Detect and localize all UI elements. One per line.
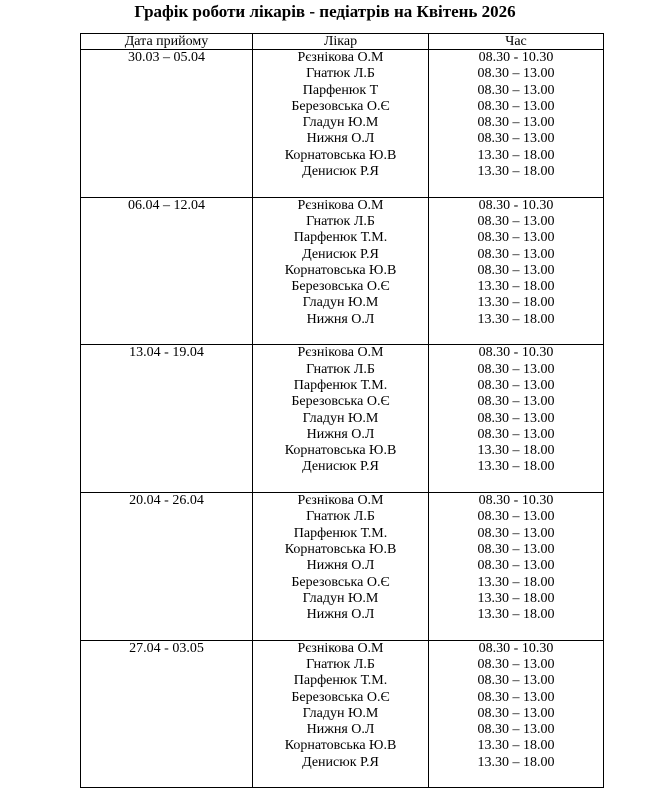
shift-time: 08.30 – 13.00 — [477, 410, 555, 426]
schedule-table — [80, 33, 604, 788]
week-row — [81, 640, 604, 788]
shift-time: 13.30 – 18.00 — [477, 443, 555, 459]
shift-time: 13.30 – 18.00 — [477, 295, 555, 311]
shift-time: 13.30 – 18.00 — [477, 574, 555, 590]
shift-time: 08.30 – 13.00 — [477, 394, 555, 410]
doctor-name: Нижня О.Л — [306, 131, 375, 147]
doctor-name: Гладун Ю.М — [302, 410, 379, 426]
doctor-name: Парфенюк Т.М. — [293, 377, 388, 393]
doctor-name: Рєзнікова О.М — [297, 345, 384, 361]
shift-time: 13.30 – 18.00 — [477, 311, 555, 327]
shift-time: 08.30 – 13.00 — [477, 377, 555, 393]
doctor-list — [253, 345, 429, 493]
doctor-name: Корнатовська Ю.В — [284, 443, 397, 459]
doctor-name: Нижня О.Л — [306, 426, 375, 442]
doctor-name: Гнатюк Л.Б — [306, 66, 375, 82]
shift-time: 13.30 – 18.00 — [477, 164, 555, 180]
time-list — [429, 50, 604, 198]
shift-time: 08.30 – 13.00 — [477, 426, 555, 442]
shift-time: 08.30 – 13.00 — [477, 673, 555, 689]
week-date-range: 06.04 – 12.04 — [81, 197, 253, 345]
doctor-name: Парфенюк Т — [302, 82, 379, 98]
doctor-name: Гнатюк Л.Б — [306, 213, 375, 229]
shift-time: 13.30 – 18.00 — [477, 279, 555, 295]
shift-time: 13.30 – 18.00 — [477, 590, 555, 606]
doctor-list — [253, 640, 429, 788]
doctor-name: Гладун Ю.М — [302, 705, 379, 721]
doctor-list — [253, 50, 429, 198]
doctor-name: Денисюк Р.Я — [302, 246, 379, 262]
doctor-name: Денисюк Р.Я — [302, 459, 379, 475]
shift-time: 08.30 – 13.00 — [477, 525, 555, 541]
doctor-name: Гладун Ю.М — [302, 295, 379, 311]
time-list — [429, 197, 604, 345]
doctor-name: Парфенюк Т.М. — [293, 525, 388, 541]
shift-time: 08.30 – 13.00 — [477, 115, 555, 131]
week-date-range: 27.04 - 03.05 — [81, 640, 253, 788]
shift-time: 13.30 – 18.00 — [477, 754, 555, 770]
shift-time: 08.30 – 13.00 — [477, 98, 555, 114]
doctor-name: Нижня О.Л — [306, 722, 375, 738]
doctor-name: Нижня О.Л — [306, 607, 375, 623]
doctor-name: Березовська О.Є — [291, 98, 390, 114]
shift-time: 08.30 – 13.00 — [477, 558, 555, 574]
shift-time: 08.30 – 13.00 — [477, 262, 555, 278]
doctor-name: Рєзнікова О.М — [297, 197, 384, 213]
doctor-name: Березовська О.Є — [291, 394, 390, 410]
doctor-list — [253, 493, 429, 641]
column-header-date: Дата прийому — [81, 34, 253, 50]
doctor-name: Гнатюк Л.Б — [306, 656, 375, 672]
shift-time: 08.30 – 13.00 — [477, 213, 555, 229]
page-title: Графік роботи лікарів - педіатрів на Квітень 2026 — [134, 2, 516, 21]
doctor-list — [253, 197, 429, 345]
table-header-row — [81, 34, 604, 50]
doctor-name: Березовська О.Є — [291, 279, 390, 295]
shift-time: 08.30 - 10.30 — [478, 493, 554, 509]
doctor-name: Нижня О.Л — [306, 311, 375, 327]
shift-time: 08.30 – 13.00 — [477, 689, 555, 705]
doctor-name: Гнатюк Л.Б — [306, 509, 375, 525]
time-list — [429, 640, 604, 788]
column-header-time: Час — [429, 34, 604, 50]
column-header-doctor: Лікар — [253, 34, 429, 50]
doctor-name: Березовська О.Є — [291, 574, 390, 590]
shift-time: 08.30 – 13.00 — [477, 82, 555, 98]
shift-time: 08.30 – 13.00 — [477, 246, 555, 262]
shift-time: 08.30 – 13.00 — [477, 131, 555, 147]
shift-time: 08.30 – 13.00 — [477, 656, 555, 672]
doctor-name: Корнатовська Ю.В — [284, 541, 397, 557]
doctor-name: Березовська О.Є — [291, 689, 390, 705]
doctor-name: Гладун Ю.М — [302, 115, 379, 131]
shift-time: 08.30 - 10.30 — [478, 345, 554, 361]
doctor-name: Нижня О.Л — [306, 558, 375, 574]
time-list — [429, 345, 604, 493]
shift-time: 13.30 – 18.00 — [477, 147, 555, 163]
week-row — [81, 50, 604, 198]
doctor-name: Рєзнікова О.М — [297, 640, 384, 656]
doctor-name: Денисюк Р.Я — [302, 164, 379, 180]
doctor-name: Рєзнікова О.М — [297, 493, 384, 509]
shift-time: 08.30 – 13.00 — [477, 541, 555, 557]
week-row — [81, 493, 604, 641]
schedule-body — [81, 50, 604, 788]
shift-time: 08.30 - 10.30 — [478, 50, 554, 65]
shift-time: 08.30 – 13.00 — [477, 66, 555, 82]
doctor-name: Корнатовська Ю.В — [284, 738, 397, 754]
shift-time: 08.30 - 10.30 — [478, 640, 554, 656]
shift-time: 13.30 – 18.00 — [477, 459, 555, 475]
shift-time: 08.30 - 10.30 — [478, 197, 554, 213]
doctor-name: Парфенюк Т.М. — [293, 230, 388, 246]
doctor-name: Парфенюк Т.М. — [293, 673, 388, 689]
week-date-range: 20.04 - 26.04 — [81, 493, 253, 641]
shift-time: 08.30 – 13.00 — [477, 509, 555, 525]
doctor-name: Корнатовська Ю.В — [284, 147, 397, 163]
shift-time: 08.30 – 13.00 — [477, 705, 555, 721]
week-date-range: 13.04 - 19.04 — [81, 345, 253, 493]
doctor-name: Гладун Ю.М — [302, 590, 379, 606]
doctor-name: Корнатовська Ю.В — [284, 262, 397, 278]
doctor-name: Рєзнікова О.М — [297, 50, 384, 65]
shift-time: 08.30 – 13.00 — [477, 361, 555, 377]
time-list — [429, 493, 604, 641]
week-row — [81, 197, 604, 345]
shift-time: 13.30 – 18.00 — [477, 738, 555, 754]
shift-time: 08.30 – 13.00 — [477, 722, 555, 738]
week-date-range: 30.03 – 05.04 — [81, 50, 253, 198]
doctor-name: Гнатюк Л.Б — [306, 361, 375, 377]
shift-time: 13.30 – 18.00 — [477, 607, 555, 623]
doctor-name: Денисюк Р.Я — [302, 754, 379, 770]
week-row — [81, 345, 604, 493]
shift-time: 08.30 – 13.00 — [477, 230, 555, 246]
